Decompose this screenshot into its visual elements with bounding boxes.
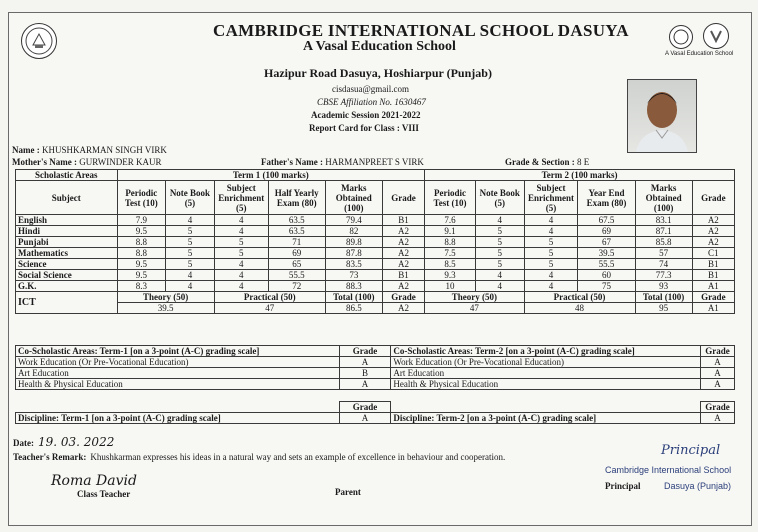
scholastic-areas-header: Scholastic Areas — [16, 170, 118, 181]
term1-cell: 9.5 — [117, 259, 166, 270]
term2-cell: 5 — [475, 237, 524, 248]
term2-cell: A2 — [692, 237, 734, 248]
term1-cell: A2 — [382, 248, 424, 259]
term1-cell: 65 — [268, 259, 325, 270]
teacher-remark-line — [13, 447, 505, 465]
principal-label: Principal — [605, 481, 641, 491]
class-teacher-signature: Roma David — [51, 473, 137, 489]
term1-cell: 8.8 — [117, 248, 166, 259]
co-area-term1: Work Education (Or Pre-Vocational Education) — [16, 357, 340, 368]
student-name: KHUSHKARMAN SINGH VIRK — [42, 145, 167, 155]
t1-col-exam: Half Yearly Exam (80) — [268, 181, 325, 215]
term2-cell: 8.5 — [425, 259, 476, 270]
term1-cell: 4 — [166, 281, 215, 292]
term1-cell: A2 — [382, 237, 424, 248]
ict-t2-theory-label: Theory (50) — [425, 292, 524, 303]
table-column-row — [16, 181, 735, 215]
t2-col-marks: Marks Obtained (100) — [635, 181, 692, 215]
mother-name-label: Mother's Name : — [12, 157, 80, 167]
ict-t1-total: 86.5 — [325, 303, 382, 314]
term1-cell: 7.9 — [117, 215, 166, 226]
discipline-term1-label: Discipline: Term-1 [on a 3-point (A-C) grading scale] — [16, 413, 340, 424]
ict-t1-grade-label: Grade — [382, 292, 424, 303]
school-stamp-line1: Cambridge International School — [605, 465, 732, 475]
date-label: Date: — [13, 438, 34, 448]
discipline-term2-label: Discipline: Term-2 [on a 3-point (A-C) grading scale] — [391, 413, 701, 424]
t2-col-enrichment: Subject Enrichment (5) — [524, 181, 578, 215]
term2-cell: 67 — [578, 237, 635, 248]
ict-t2-grade: A1 — [692, 303, 734, 314]
co-grade-term1: B — [339, 368, 391, 379]
t1-col-periodic: Periodic Test (10) — [117, 181, 166, 215]
term2-cell: 4 — [524, 226, 578, 237]
co-scholastic-header-row — [16, 346, 735, 357]
term2-cell: 77.3 — [635, 270, 692, 281]
subject-rows — [16, 215, 735, 292]
co-scholastic-rows — [16, 357, 735, 390]
co-term2-title: Co-Scholastic Areas: Term-2 [on a 3-point (A-C) grading scale] — [391, 346, 701, 357]
term2-cell: 10 — [425, 281, 476, 292]
term2-cell: 74 — [635, 259, 692, 270]
term1-cell: 83.5 — [325, 259, 382, 270]
table-row — [16, 226, 735, 237]
ict-t2-total: 95 — [635, 303, 692, 314]
term2-cell: 93 — [635, 281, 692, 292]
term2-cell: 4 — [524, 270, 578, 281]
term2-cell: 85.8 — [635, 237, 692, 248]
term1-cell: 5 — [214, 248, 268, 259]
co-area-term2: Work Education (Or Pre-Vocational Education) — [391, 357, 701, 368]
term2-cell: 7.5 — [425, 248, 476, 259]
term2-cell: 4 — [524, 215, 578, 226]
ict-value-row — [16, 303, 735, 314]
discipline-table — [15, 401, 735, 424]
term2-cell: 69 — [578, 226, 635, 237]
list-item — [16, 357, 735, 368]
t2-col-grade: Grade — [692, 181, 734, 215]
list-item — [16, 368, 735, 379]
list-item — [16, 379, 735, 390]
term1-cell: B1 — [382, 270, 424, 281]
subject-header: Subject — [16, 181, 118, 215]
affiliation-number: CBSE Affiliation No. 1630467 — [317, 97, 426, 107]
ict-t1-total-label: Total (100) — [325, 292, 382, 303]
ict-t1-practical-label: Practical (50) — [214, 292, 325, 303]
term2-cell: B1 — [692, 270, 734, 281]
co-area-term2: Art Education — [391, 368, 701, 379]
co-scholastic-table — [15, 345, 735, 390]
term1-cell: A2 — [382, 226, 424, 237]
term2-cell: 75 — [578, 281, 635, 292]
term2-cell: C1 — [692, 248, 734, 259]
term2-cell: 55.5 — [578, 259, 635, 270]
ict-t1-theory-label: Theory (50) — [117, 292, 214, 303]
grade-section-line — [505, 152, 589, 170]
term1-cell: 5 — [166, 259, 215, 270]
term1-cell: 87.8 — [325, 248, 382, 259]
class-teacher-label: Class Teacher — [77, 489, 131, 499]
term2-cell: 4 — [475, 215, 524, 226]
co-term1-grade-label: Grade — [339, 346, 391, 357]
term2-cell: 57 — [635, 248, 692, 259]
ict-t2-practical-label: Practical (50) — [524, 292, 635, 303]
co-grade-term2: A — [701, 379, 735, 390]
term1-cell: 69 — [268, 248, 325, 259]
term2-cell: 9.3 — [425, 270, 476, 281]
mother-name-line — [12, 152, 161, 170]
date-value: 19. 03. 2022 — [38, 435, 115, 449]
school-stamp-line2: Dasuya (Punjab) — [664, 481, 732, 491]
school-name: CAMBRIDGE INTERNATIONAL SCHOOL DASUYA — [213, 21, 629, 40]
table-row — [16, 281, 735, 292]
vasal-logo-icon — [669, 25, 693, 49]
discipline-grade-row — [16, 402, 735, 413]
term2-cell: 87.1 — [635, 226, 692, 237]
co-grade-term2: A — [701, 357, 735, 368]
table-row — [16, 237, 735, 248]
discipline-t2-grade-label: Grade — [701, 402, 735, 413]
ict-t2-grade-label: Grade — [692, 292, 734, 303]
ict-t2-theory: 47 — [425, 303, 524, 314]
term1-cell: 73 — [325, 270, 382, 281]
school-address: Hazipur Road Dasuya, Hoshiarpur (Punjab) — [264, 66, 492, 80]
term2-cell: 83.1 — [635, 215, 692, 226]
t2-col-periodic: Periodic Test (10) — [425, 181, 476, 215]
term2-cell: B1 — [692, 259, 734, 270]
subject-name: Punjabi — [16, 237, 118, 248]
term1-cell: 4 — [166, 270, 215, 281]
term1-cell: 63.5 — [268, 215, 325, 226]
t1-col-marks: Marks Obtained (100) — [325, 181, 382, 215]
subject-name: G.K. — [16, 281, 118, 292]
discipline-term1-grade: A — [339, 413, 391, 424]
term1-cell: 4 — [214, 270, 268, 281]
report-card-sheet — [8, 12, 752, 526]
term2-cell: 5 — [475, 248, 524, 259]
term1-cell: 88.3 — [325, 281, 382, 292]
term2-cell: 9.1 — [425, 226, 476, 237]
term1-cell: 5 — [214, 237, 268, 248]
co-grade-term1: A — [339, 379, 391, 390]
table-row — [16, 259, 735, 270]
term1-cell: B1 — [382, 215, 424, 226]
term2-cell: 67.5 — [578, 215, 635, 226]
ict-t1-theory: 39.5 — [117, 303, 214, 314]
term1-cell: 8.3 — [117, 281, 166, 292]
ict-t2-total-label: Total (100) — [635, 292, 692, 303]
term1-cell: 9.5 — [117, 270, 166, 281]
term1-cell: 4 — [214, 259, 268, 270]
scholastic-table — [15, 169, 735, 314]
vasal-v-logo-icon — [703, 23, 729, 49]
term2-cell: 5 — [524, 248, 578, 259]
school-crest-logo — [21, 23, 57, 59]
term1-cell: 63.5 — [268, 226, 325, 237]
vasal-logo-caption: A Vasal Education School — [665, 51, 734, 57]
term1-cell: A2 — [382, 259, 424, 270]
term2-cell: 60 — [578, 270, 635, 281]
father-name-line — [261, 152, 424, 170]
academic-session: Academic Session 2021-2022 — [311, 110, 421, 120]
ict-t1-practical: 47 — [214, 303, 325, 314]
term1-cell: 89.8 — [325, 237, 382, 248]
term2-cell: 39.5 — [578, 248, 635, 259]
term1-cell: 79.4 — [325, 215, 382, 226]
table-row — [16, 270, 735, 281]
co-area-term1: Health & Physical Education — [16, 379, 340, 390]
term1-cell: 5 — [166, 226, 215, 237]
term1-cell: 5 — [166, 237, 215, 248]
school-subtitle: A Vasal Education School — [303, 39, 456, 54]
parent-label: Parent — [335, 487, 361, 497]
subject-name: Social Science — [16, 270, 118, 281]
mother-name: GURWINDER KAUR — [79, 157, 162, 167]
subject-name: Mathematics — [16, 248, 118, 259]
term2-cell: 7.6 — [425, 215, 476, 226]
term1-cell: 4 — [214, 281, 268, 292]
term1-cell: 4 — [214, 226, 268, 237]
principal-signature: Principal — [661, 443, 721, 458]
term1-cell: 82 — [325, 226, 382, 237]
ict-t1-grade: A2 — [382, 303, 424, 314]
t1-col-enrichment: Subject Enrichment (5) — [214, 181, 268, 215]
co-term1-title: Co-Scholastic Areas: Term-1 [on a 3-point (A-C) grading scale] — [16, 346, 340, 357]
teacher-remark-label: Teacher's Remark: — [13, 452, 87, 462]
table-row — [16, 248, 735, 259]
grade-section: 8 E — [577, 157, 590, 167]
term2-cell: 5 — [475, 226, 524, 237]
ict-label-row — [16, 292, 735, 303]
t2-col-notebook: Note Book (5) — [475, 181, 524, 215]
term2-cell: 8.8 — [425, 237, 476, 248]
term2-cell: 5 — [524, 259, 578, 270]
term1-cell: 71 — [268, 237, 325, 248]
term1-header: Term 1 (100 marks) — [117, 170, 425, 181]
term2-cell: 4 — [475, 270, 524, 281]
term2-cell: A2 — [692, 226, 734, 237]
subject-name: Science — [16, 259, 118, 270]
term1-cell: 4 — [214, 215, 268, 226]
ict-t2-practical: 48 — [524, 303, 635, 314]
term2-header: Term 2 (100 marks) — [425, 170, 735, 181]
term1-cell: 72 — [268, 281, 325, 292]
student-name-label: Name : — [12, 145, 42, 155]
term2-cell: A1 — [692, 281, 734, 292]
t1-col-notebook: Note Book (5) — [166, 181, 215, 215]
term1-cell: 9.5 — [117, 226, 166, 237]
co-grade-term1: A — [339, 357, 391, 368]
term1-cell: A2 — [382, 281, 424, 292]
term2-cell: 5 — [475, 259, 524, 270]
father-name: HARMANPREET S VIRK — [325, 157, 424, 167]
discipline-t1-grade-label: Grade — [339, 402, 391, 413]
discipline-row — [16, 413, 735, 424]
report-card-title: Report Card for Class : VIII — [309, 123, 419, 133]
subject-name: Hindi — [16, 226, 118, 237]
term1-cell: 8.8 — [117, 237, 166, 248]
table-row — [16, 215, 735, 226]
student-photo — [627, 79, 697, 153]
term2-cell: 5 — [524, 237, 578, 248]
term2-cell: 4 — [475, 281, 524, 292]
t2-col-exam: Year End Exam (80) — [578, 181, 635, 215]
term2-cell: 4 — [524, 281, 578, 292]
ict-subject: ICT — [16, 292, 118, 314]
t1-col-grade: Grade — [382, 181, 424, 215]
table-header-row — [16, 170, 735, 181]
school-email: cisdasua@gmail.com — [332, 84, 410, 94]
grade-section-label: Grade & Section : — [505, 157, 577, 167]
father-name-label: Father's Name : — [261, 157, 326, 167]
teacher-remark: Khushkarman expresses his ideas in a natural way and sets an example of excellence in behaviour and cooperation. — [90, 452, 506, 462]
subject-name: English — [16, 215, 118, 226]
co-grade-term2: A — [701, 368, 735, 379]
term2-cell: A2 — [692, 215, 734, 226]
co-term2-grade-label: Grade — [701, 346, 735, 357]
term1-cell: 55.5 — [268, 270, 325, 281]
discipline-term2-grade: A — [701, 413, 735, 424]
co-area-term2: Health & Physical Education — [391, 379, 701, 390]
term1-cell: 4 — [166, 215, 215, 226]
term1-cell: 5 — [166, 248, 215, 259]
co-area-term1: Art Education — [16, 368, 340, 379]
